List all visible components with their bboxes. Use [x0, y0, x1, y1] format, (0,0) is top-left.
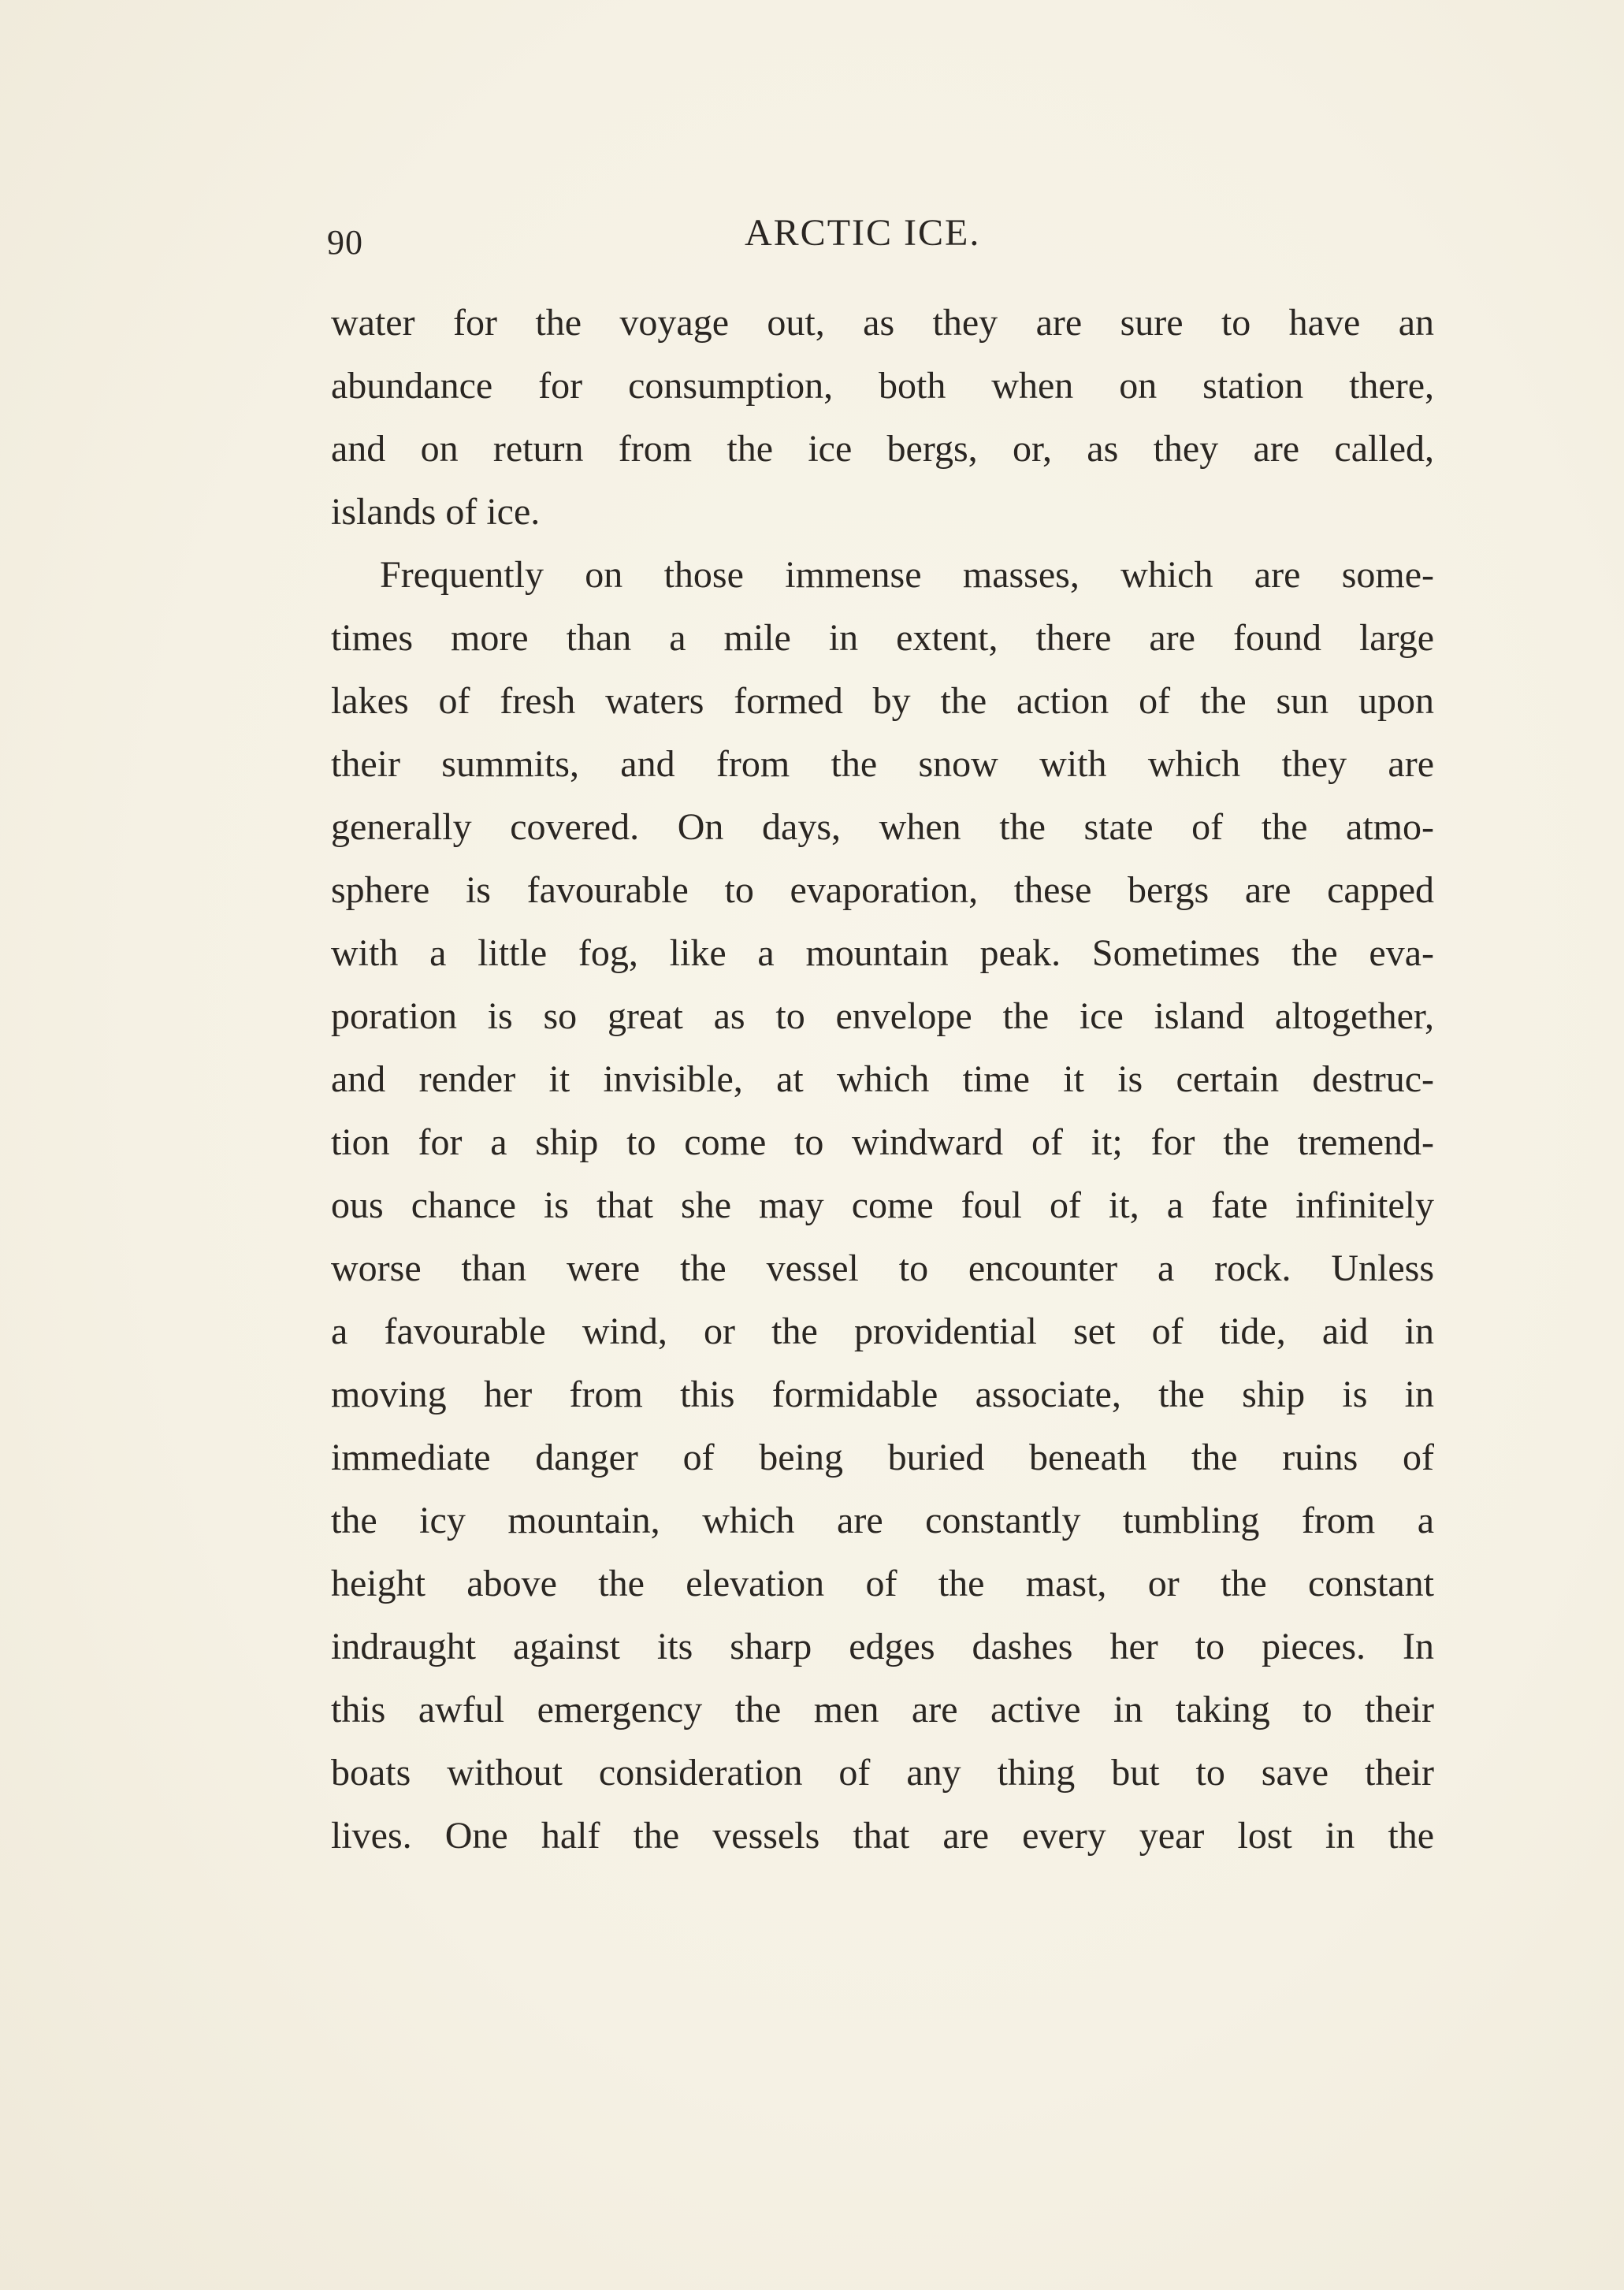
page-number: 90 [327, 223, 363, 262]
text-line: tion for a ship to come to windward of it; for the tremend- [331, 1121, 1434, 1163]
text-line: a favourable wind, or the providential set of tide, aid in [331, 1310, 1434, 1352]
text-line: worse than were the vessel to encounter a rock. Unless [331, 1247, 1434, 1289]
text-line: and on return from the ice bergs, or, as they are called, [331, 428, 1434, 470]
text-line: their summits, and from the snow with which they are [331, 743, 1434, 785]
text-line: indraught against its sharp edges dashes her to pieces. In [331, 1626, 1434, 1667]
text-line: water for the voyage out, as they are sure to have an [331, 302, 1434, 344]
text-line: immediate danger of being buried beneath the ruins of [331, 1437, 1434, 1478]
text-line: this awful emergency the men are active in taking to their [331, 1689, 1434, 1731]
body-text [331, 292, 1434, 1868]
text-line: and render it invisible, at which time it is certain destruc- [331, 1058, 1434, 1100]
text-line: with a little fog, like a mountain peak. Sometimes the eva- [331, 932, 1434, 974]
text-line: times more than a mile in extent, there are found large [331, 617, 1434, 659]
text-line: poration is so great as to envelope the ice island altogether, [331, 995, 1434, 1037]
text-line: generally covered. On days, when the state of the atmo- [331, 806, 1434, 848]
text-line: the icy mountain, which are constantly tumbling from a [331, 1500, 1434, 1541]
running-head [327, 211, 1438, 274]
text-line: Frequently on those immense masses, which are some- [380, 554, 1434, 596]
text-line: boats without consideration of any thing but to save their [331, 1752, 1434, 1794]
text-line: sphere is favourable to evaporation, these bergs are capped [331, 869, 1434, 911]
text-line: moving her from this formidable associate, the ship is in [331, 1374, 1434, 1415]
text-line: lakes of fresh waters formed by the action of the sun upon [331, 680, 1434, 722]
text-line: lives. One half the vessels that are every year lost in the [331, 1815, 1434, 1857]
text-line: height above the elevation of the mast, or the constant [331, 1563, 1434, 1604]
text-line: islands of ice. [331, 491, 541, 533]
running-title: ARCTIC ICE. [745, 212, 981, 254]
text-line: ous chance is that she may come foul of it, a fate infinitely [331, 1184, 1434, 1226]
text-line: abundance for consumption, both when on station there, [331, 365, 1434, 407]
